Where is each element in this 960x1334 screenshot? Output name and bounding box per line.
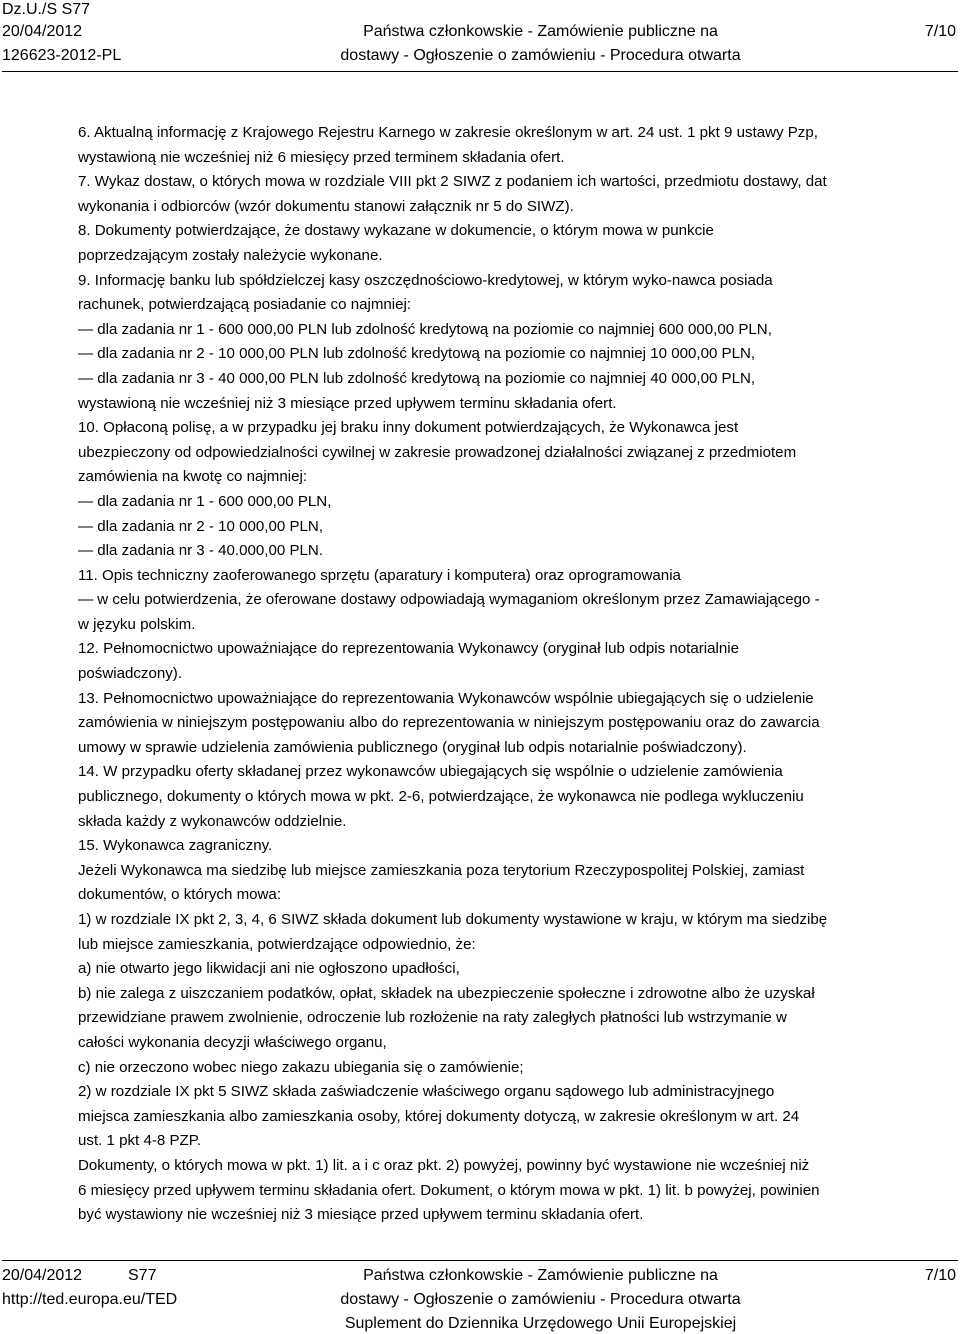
body-line: umowy w sprawie udzielenia zamówienia publicznego (oryginał lub odpis notarialnie poświadczony).	[78, 738, 747, 756]
body-line: 7. Wykaz dostaw, o których mowa w rozdziale VIII pkt 2 SIWZ z podaniem ich wartości, przedmiotu dostawy, dat	[78, 173, 827, 191]
body-line: być wystawiony nie wcześniej niż 3 miesiące przed upływem terminu składania ofert.	[78, 1206, 644, 1224]
body-line: wystawioną nie wcześniej niż 3 miesiące przed upływem terminu składania ofert.	[78, 394, 617, 412]
body-line: a) nie otwarto jego likwidacji ani nie ogłoszono upadłości,	[78, 960, 460, 978]
body-line: 2) w rozdziale IX pkt 5 SIWZ składa zaświadczenie właściwego organu sądowego lub administracyjnego	[78, 1083, 775, 1101]
body-line: 12. Pełnomocnictwo upoważniające do reprezentowania Wykonawcy (oryginał lub odpis notarialnie	[78, 640, 740, 658]
notice-id: 126623-2012-PL	[2, 47, 122, 64]
body-line: — dla zadania nr 3 - 40.000,00 PLN.	[78, 542, 324, 560]
body-line: wykonania i odbiorców (wzór dokumentu stanowi załącznik nr 5 do SIWZ).	[78, 197, 574, 215]
body-line: poprzedzającym zostały należycie wykonane.	[78, 246, 383, 264]
body-line: ust. 1 pkt 4-8 PZP.	[78, 1132, 202, 1150]
body-line: 13. Pełnomocnictwo upoważniające do reprezentowania Wykonawców wspólnie ubiegających się o udzielenie	[78, 689, 814, 707]
body-line: zamówienia w niniejszym postępowaniu albo do reprezentowania w niniejszym postępowaniu oraz do zawarcia	[78, 714, 820, 732]
footer-divider	[2, 1260, 958, 1261]
body-line: c) nie orzeczono wobec niego zakazu ubiegania się o zamówienie;	[78, 1058, 524, 1076]
footer-section: S77	[128, 1267, 157, 1284]
body-line: — dla zadania nr 1 - 600 000,00 PLN lub zdolność kredytową na poziomie co najmniej 600 000,00 PLN,	[78, 320, 772, 338]
body-line: — w celu potwierdzenia, że oferowane dostawy odpowiadają wymaganiom określonym przez Zamawiającego -	[78, 591, 820, 609]
body-line: 10. Opłaconą polisę, a w przypadku jej braku inny dokument potwierdzających, że Wykonawca jest	[78, 419, 739, 437]
body-line: w języku polskim.	[78, 615, 196, 633]
body-line: 15. Wykonawca zagraniczny.	[78, 837, 273, 855]
footer-url: http://ted.europa.eu/TED	[2, 1291, 178, 1308]
body-line: 14. W przypadku oferty składanej przez wykonawców ubiegających się wspólnie o udzielenie zamówienia	[78, 763, 783, 781]
footer-date: 20/04/2012	[2, 1267, 83, 1284]
body-line: — dla zadania nr 1 - 600 000,00 PLN,	[78, 492, 332, 510]
body-line: b) nie zalega z uiszczaniem podatków, opłat, składek na ubezpieczenie społeczne i zdrowotne albo że uzyskał	[78, 984, 815, 1002]
body-line: 6. Aktualną informację z Krajowego Rejestru Karnego w zakresie określonym w art. 24 ust. 1 pkt 9 ustawy Pzp,	[78, 124, 818, 141]
body-line: — dla zadania nr 3 - 40 000,00 PLN lub zdolność kredytową na poziomie co najmniej 40 000,00 PLN,	[78, 369, 756, 387]
document-body	[78, 121, 956, 1228]
body-line: poświadczony).	[78, 665, 183, 683]
body-line: całości wykonania decyzji właściwego organu,	[78, 1033, 387, 1051]
body-line: lub miejsce zamieszkania, potwierdzające odpowiednio, że:	[78, 935, 476, 953]
footer-title-line1: Państwa członkowskie - Zamówienie publiczne na	[363, 1267, 718, 1284]
body-line: ubezpieczony od odpowiedzialności cywilnej w zakresie prowadzonej działalności związanej z przedmiotem	[78, 443, 797, 461]
footer-title-line3: Suplement do Dziennika Urzędowego Unii Europejskiej	[344, 1315, 737, 1332]
header-divider	[2, 71, 958, 72]
body-line: 11. Opis techniczny zaoferowanego sprzętu (aparatury i komputera) oraz oprogramowania	[78, 566, 681, 584]
footer-page-number: 7/10	[924, 1267, 956, 1284]
body-line: przewidziane prawem zwolnienie, odroczenie lub rozłożenie na raty zaległych płatności lub wstrzymanie w	[78, 1009, 787, 1027]
body-line: Jeżeli Wykonawca ma siedzibę lub miejsce zamieszkania poza terytorium Rzeczypospolitej Polskiej, zamiast	[78, 861, 805, 879]
header-title-line1: Państwa członkowskie - Zamówienie publiczne na	[363, 23, 718, 40]
publication-ref: Dz.U./S S77	[2, 1, 91, 18]
footer-title-line2: dostawy - Ogłoszenie o zamówieniu - Procedura otwarta	[340, 1291, 741, 1308]
body-line: Dokumenty, o których mowa w pkt. 1) lit. a i c oraz pkt. 2) powyżej, powinny być wystawione nie wcześniej niż	[78, 1156, 810, 1174]
header-title-line2: dostawy - Ogłoszenie o zamówieniu - Procedura otwarta	[340, 47, 741, 64]
body-line: — dla zadania nr 2 - 10 000,00 PLN lub zdolność kredytową na poziomie co najmniej 10 000,00 PLN,	[78, 345, 756, 363]
body-line: rachunek, potwierdzającą posiadanie co najmniej:	[78, 296, 412, 314]
body-line: miejsca zamieszkania albo zamieszkania osoby, której dokumenty dotyczą, w zakresie określonym w art. 24	[78, 1107, 800, 1125]
body-line: 8. Dokumenty potwierdzające, że dostawy wykazane w dokumencie, o którym mowa w punkcie	[78, 222, 714, 240]
header-date: 20/04/2012	[2, 23, 83, 40]
body-line: publicznego, dokumenty o których mowa w pkt. 2-6, potwierdzające, że wykonawca nie podlega wykluczeniu	[78, 788, 804, 806]
body-line: 1) w rozdziale IX pkt 2, 3, 4, 6 SIWZ składa dokument lub dokumenty wystawione w kraju, w którym ma siedzibę	[78, 911, 828, 928]
body-line: 9. Informację banku lub spółdzielczej kasy oszczędnościowo-kredytowej, w którym wyko-nawca posiada	[78, 271, 773, 289]
body-line: składa każdy z wykonawców oddzielnie.	[78, 812, 347, 830]
body-line: dokumentów, o których mowa:	[78, 886, 282, 904]
body-line: — dla zadania nr 2 - 10 000,00 PLN,	[78, 517, 324, 535]
body-line: 6 miesięcy przed upływem terminu składania ofert. Dokument, o którym mowa w pkt. 1) lit. b powyżej, powinien	[78, 1181, 820, 1199]
body-line: zamówienia na kwotę co najmniej:	[78, 468, 308, 486]
body-line: wystawioną nie wcześniej niż 6 miesięcy przed terminem składania ofert.	[78, 148, 565, 166]
header-page-number: 7/10	[924, 23, 956, 40]
